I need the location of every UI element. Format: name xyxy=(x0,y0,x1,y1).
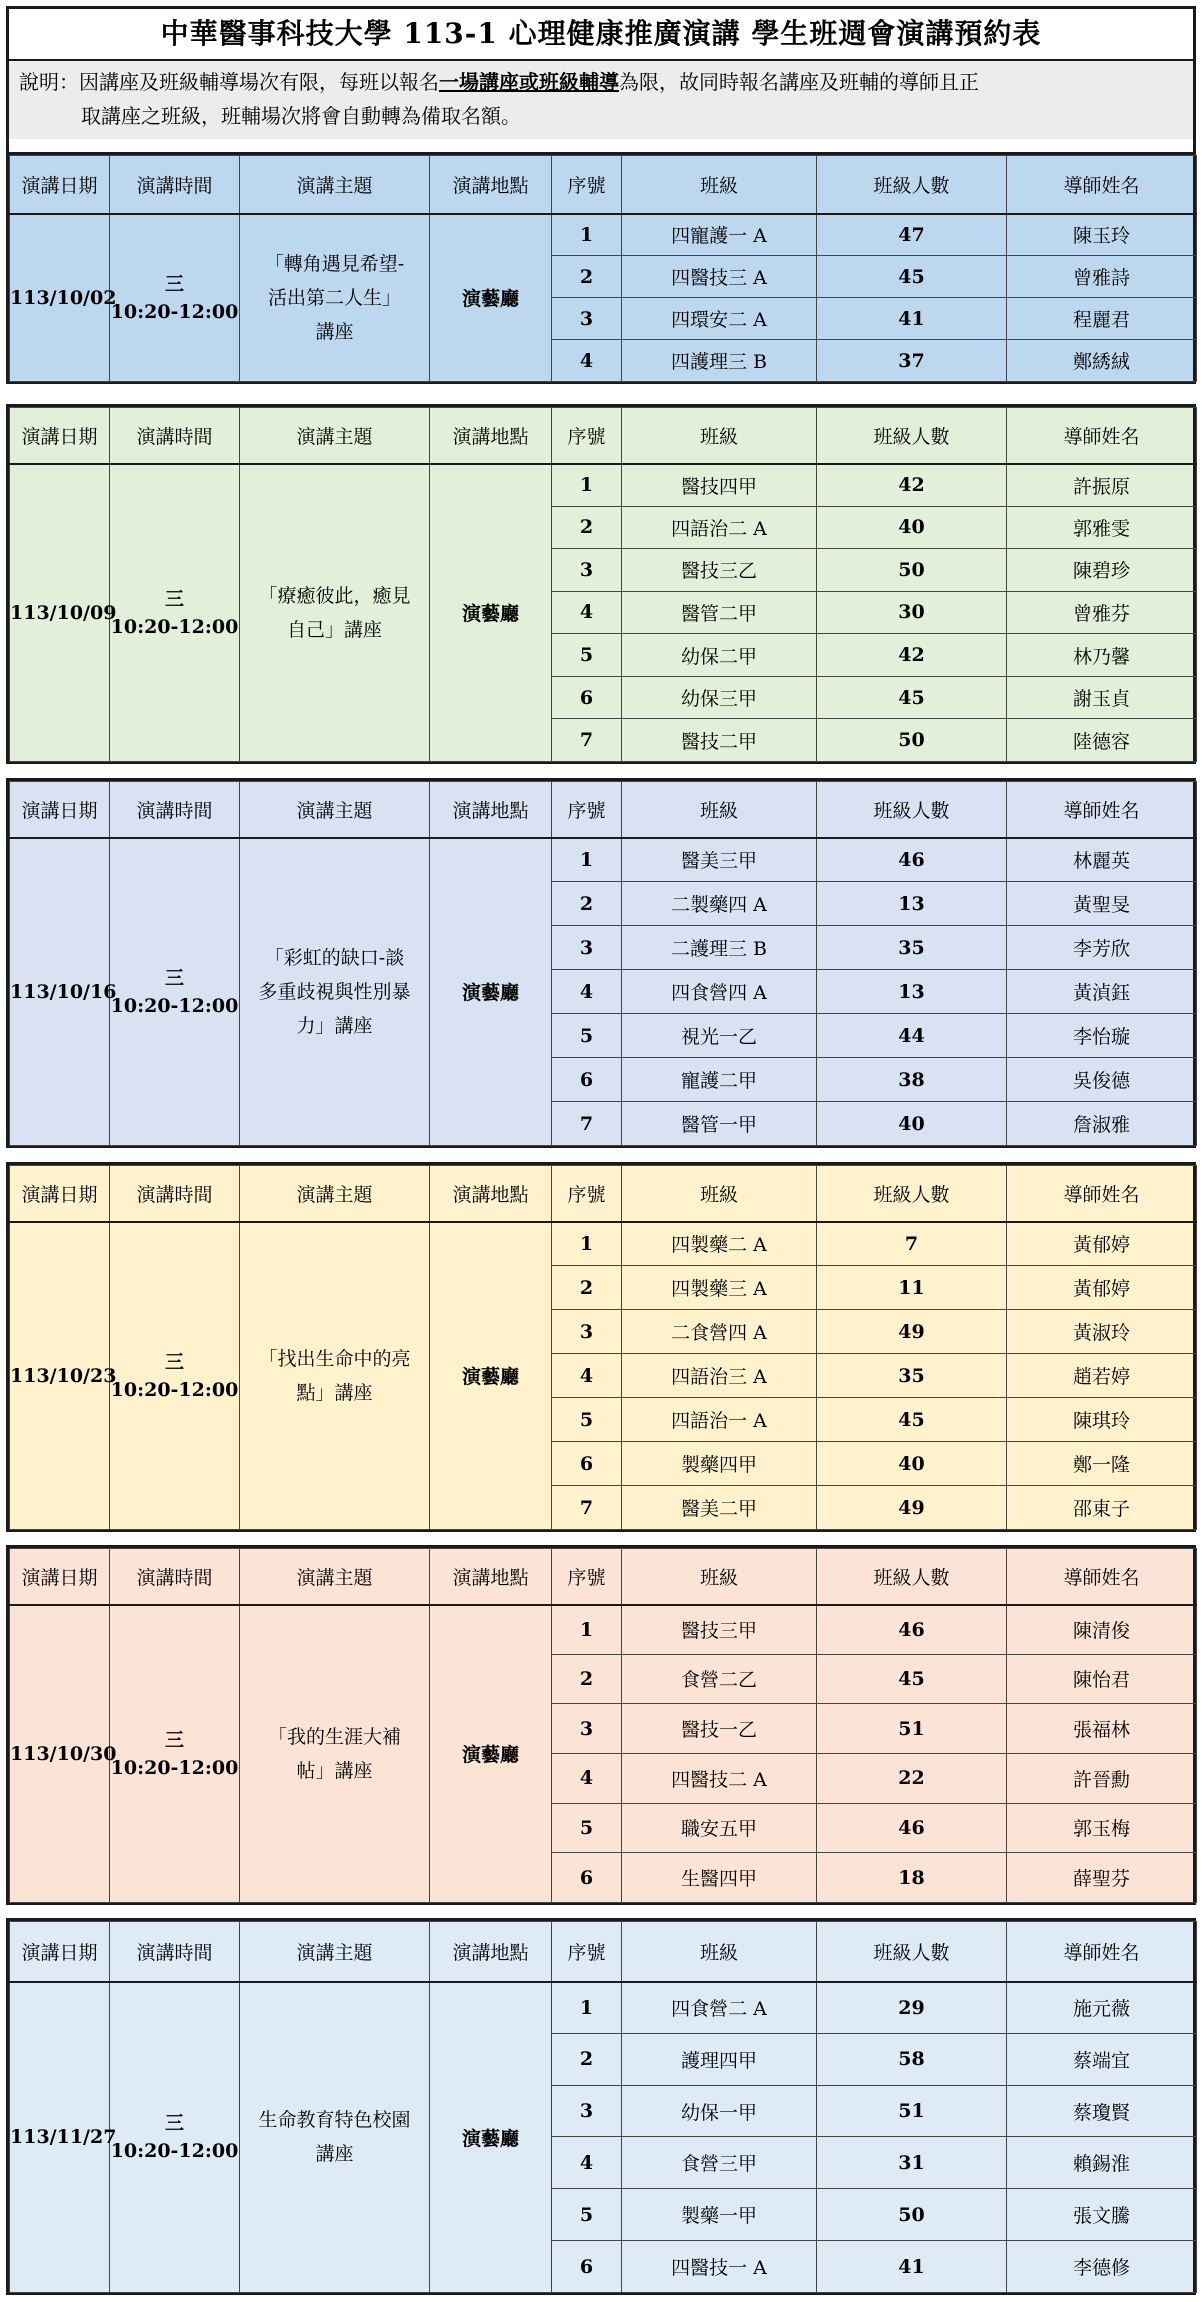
lecture-time xyxy=(110,1222,240,1530)
column-header: 演講地點 xyxy=(430,1922,552,1982)
row-number: 6 xyxy=(552,1058,622,1102)
schedule-table xyxy=(9,407,1197,762)
class-size: 49 xyxy=(817,1486,1007,1530)
class-size: 30 xyxy=(817,591,1007,634)
topic-line: 自己」講座 xyxy=(286,618,382,641)
teacher-name: 詹淑雅 xyxy=(1007,1102,1197,1146)
schedule-section xyxy=(6,1918,1196,2295)
teacher-name: 黃淑玲 xyxy=(1007,1310,1197,1354)
class-name: 四醫技二 A xyxy=(622,1753,817,1803)
column-header: 班級人數 xyxy=(817,1549,1007,1605)
class-name: 醫技四甲 xyxy=(622,464,817,507)
lecture-date: 113/10/23 xyxy=(10,1222,110,1530)
schedule-section xyxy=(6,778,1196,1148)
lecture-time xyxy=(110,1605,240,1903)
teacher-name: 邵東子 xyxy=(1007,1486,1197,1530)
row-number: 6 xyxy=(552,676,622,719)
column-header: 班級 xyxy=(622,408,817,464)
time-range: 10:20-12:00 xyxy=(110,2140,239,2163)
column-header: 演講日期 xyxy=(10,1549,110,1605)
class-name: 醫技三甲 xyxy=(622,1605,817,1655)
teacher-name: 李芳欣 xyxy=(1007,926,1197,970)
time-range: 10:20-12:00 xyxy=(110,615,239,638)
row-number: 4 xyxy=(552,591,622,634)
column-header: 導師姓名 xyxy=(1007,408,1197,464)
table-row xyxy=(10,838,1197,882)
row-number: 1 xyxy=(552,464,622,507)
class-size: 18 xyxy=(817,1853,1007,1903)
class-size: 45 xyxy=(817,676,1007,719)
instructions-note xyxy=(9,61,1193,139)
weekday: 三 xyxy=(164,966,184,989)
class-name: 醫技三乙 xyxy=(622,549,817,592)
class-name: 製藥一甲 xyxy=(622,2189,817,2241)
lecture-topic xyxy=(240,838,430,1146)
topic-line: 「我的生涯大補 xyxy=(267,1725,401,1748)
column-header: 導師姓名 xyxy=(1007,1922,1197,1982)
class-name: 醫管二甲 xyxy=(622,591,817,634)
column-header: 演講主題 xyxy=(240,1549,430,1605)
row-number: 3 xyxy=(552,2085,622,2137)
teacher-name: 林乃馨 xyxy=(1007,634,1197,677)
class-name: 醫美二甲 xyxy=(622,1486,817,1530)
class-name: 四環安二 A xyxy=(622,298,817,340)
class-size: 40 xyxy=(817,1102,1007,1146)
class-name: 四語治三 A xyxy=(622,1354,817,1398)
class-name: 四製藥三 A xyxy=(622,1266,817,1310)
lecture-venue: 演藝廳 xyxy=(430,214,552,382)
teacher-name: 陳碧珍 xyxy=(1007,549,1197,592)
class-size: 38 xyxy=(817,1058,1007,1102)
class-size: 35 xyxy=(817,926,1007,970)
column-header: 演講地點 xyxy=(430,1549,552,1605)
row-number: 1 xyxy=(552,1982,622,2034)
note-line2: 取講座之班級，班輔場次將會自動轉為備取名額。 xyxy=(81,104,521,128)
class-size: 40 xyxy=(817,1442,1007,1486)
row-number: 4 xyxy=(552,340,622,382)
table-row xyxy=(10,1222,1197,1266)
column-header: 演講地點 xyxy=(430,1166,552,1222)
column-header: 導師姓名 xyxy=(1007,1166,1197,1222)
topic-line: 講座 xyxy=(315,320,354,343)
class-name: 二食營四 A xyxy=(622,1310,817,1354)
class-name: 四製藥二 A xyxy=(622,1222,817,1266)
row-number: 3 xyxy=(552,1704,622,1754)
row-number: 6 xyxy=(552,1442,622,1486)
note-suffix: 為限，故同時報名講座及班輔的導師且正 xyxy=(619,70,979,94)
teacher-name: 李怡璇 xyxy=(1007,1014,1197,1058)
column-header: 演講時間 xyxy=(110,408,240,464)
row-number: 5 xyxy=(552,634,622,677)
lecture-venue: 演藝廳 xyxy=(430,838,552,1146)
column-header: 班級人數 xyxy=(817,1922,1007,1982)
class-size: 49 xyxy=(817,1310,1007,1354)
teacher-name: 薛聖芬 xyxy=(1007,1853,1197,1903)
class-name: 四醫技一 A xyxy=(622,2241,817,2293)
column-header: 序號 xyxy=(552,1549,622,1605)
class-name: 職安五甲 xyxy=(622,1803,817,1853)
class-name: 二製藥四 A xyxy=(622,882,817,926)
class-size: 22 xyxy=(817,1753,1007,1803)
column-header: 班級 xyxy=(622,156,817,214)
class-name: 醫美三甲 xyxy=(622,838,817,882)
class-size: 11 xyxy=(817,1266,1007,1310)
topic-line: 「療癒彼此，癒見 xyxy=(258,584,411,607)
class-size: 45 xyxy=(817,256,1007,298)
teacher-name: 黃聖旻 xyxy=(1007,882,1197,926)
teacher-name: 許振原 xyxy=(1007,464,1197,507)
topic-line: 「彩虹的缺口-談 xyxy=(264,946,405,969)
class-size: 41 xyxy=(817,2241,1007,2293)
schedule-table xyxy=(9,781,1197,1146)
header-row xyxy=(10,156,1197,214)
schedule-section xyxy=(6,404,1196,764)
teacher-name: 陸德容 xyxy=(1007,719,1197,762)
schedule-section xyxy=(6,152,1196,384)
row-number: 3 xyxy=(552,926,622,970)
topic-line: 力」講座 xyxy=(296,1014,373,1037)
topic-line: 生命教育特色校園 xyxy=(258,2109,411,2132)
column-header: 演講時間 xyxy=(110,156,240,214)
teacher-name: 陳琪玲 xyxy=(1007,1398,1197,1442)
row-number: 5 xyxy=(552,1014,622,1058)
row-number: 4 xyxy=(552,1354,622,1398)
teacher-name: 黃郁婷 xyxy=(1007,1222,1197,1266)
teacher-name: 蔡端宜 xyxy=(1007,2033,1197,2085)
column-header: 演講日期 xyxy=(10,782,110,838)
column-header: 演講日期 xyxy=(10,1922,110,1982)
note-prefix: 說明：因講座及班級輔導場次有限，每班以報名 xyxy=(19,70,439,94)
teacher-name: 張福林 xyxy=(1007,1704,1197,1754)
column-header: 班級 xyxy=(622,1549,817,1605)
row-number: 7 xyxy=(552,1102,622,1146)
schedule-section xyxy=(6,1162,1196,1532)
schedule-section xyxy=(6,1545,1196,1905)
weekday: 三 xyxy=(164,1350,184,1373)
row-number: 5 xyxy=(552,2189,622,2241)
class-size: 47 xyxy=(817,214,1007,256)
class-name: 四護理三 B xyxy=(622,340,817,382)
column-header: 演講時間 xyxy=(110,782,240,838)
class-name: 四食營二 A xyxy=(622,1982,817,2034)
column-header: 序號 xyxy=(552,156,622,214)
class-size: 50 xyxy=(817,719,1007,762)
class-size: 50 xyxy=(817,2189,1007,2241)
class-name: 生醫四甲 xyxy=(622,1853,817,1903)
teacher-name: 黃郁婷 xyxy=(1007,1266,1197,1310)
topic-line: 多重歧視與性別暴 xyxy=(258,980,411,1003)
class-name: 食營二乙 xyxy=(622,1654,817,1704)
column-header: 演講主題 xyxy=(240,156,430,214)
class-size: 7 xyxy=(817,1222,1007,1266)
row-number: 3 xyxy=(552,549,622,592)
row-number: 2 xyxy=(552,506,622,549)
lecture-topic xyxy=(240,1982,430,2293)
teacher-name: 鄭一隆 xyxy=(1007,1442,1197,1486)
class-size: 29 xyxy=(817,1982,1007,2034)
teacher-name: 林麗英 xyxy=(1007,838,1197,882)
row-number: 1 xyxy=(552,214,622,256)
column-header: 演講日期 xyxy=(10,1166,110,1222)
class-size: 13 xyxy=(817,882,1007,926)
teacher-name: 施元薇 xyxy=(1007,1982,1197,2034)
class-size: 44 xyxy=(817,1014,1007,1058)
class-name: 幼保二甲 xyxy=(622,634,817,677)
row-number: 5 xyxy=(552,1803,622,1853)
class-size: 46 xyxy=(817,1605,1007,1655)
class-size: 45 xyxy=(817,1398,1007,1442)
teacher-name: 陳怡君 xyxy=(1007,1654,1197,1704)
time-range: 10:20-12:00 xyxy=(110,1378,239,1401)
topic-line: 帖」講座 xyxy=(296,1759,373,1782)
class-size: 58 xyxy=(817,2033,1007,2085)
column-header: 演講地點 xyxy=(430,156,552,214)
column-header: 導師姓名 xyxy=(1007,156,1197,214)
teacher-name: 郭雅雯 xyxy=(1007,506,1197,549)
document-header xyxy=(6,6,1196,152)
table-row xyxy=(10,464,1197,507)
row-number: 7 xyxy=(552,1486,622,1530)
class-name: 四食營四 A xyxy=(622,970,817,1014)
column-header: 班級 xyxy=(622,1922,817,1982)
class-name: 醫管一甲 xyxy=(622,1102,817,1146)
weekday: 三 xyxy=(164,272,184,295)
teacher-name: 張文騰 xyxy=(1007,2189,1197,2241)
teacher-name: 吳俊德 xyxy=(1007,1058,1197,1102)
class-size: 13 xyxy=(817,970,1007,1014)
topic-line: 「轉角遇見希望- xyxy=(264,252,405,275)
class-name: 醫技一乙 xyxy=(622,1704,817,1754)
row-number: 6 xyxy=(552,1853,622,1903)
column-header: 演講時間 xyxy=(110,1166,240,1222)
class-size: 51 xyxy=(817,1704,1007,1754)
class-name: 食營三甲 xyxy=(622,2137,817,2189)
time-range: 10:20-12:00 xyxy=(110,300,239,323)
column-header: 演講日期 xyxy=(10,408,110,464)
row-number: 3 xyxy=(552,298,622,340)
column-header: 班級人數 xyxy=(817,156,1007,214)
class-size: 46 xyxy=(817,1803,1007,1853)
lecture-time xyxy=(110,464,240,762)
row-number: 7 xyxy=(552,719,622,762)
class-name: 四語治一 A xyxy=(622,1398,817,1442)
class-size: 50 xyxy=(817,549,1007,592)
row-number: 1 xyxy=(552,1222,622,1266)
class-name: 幼保一甲 xyxy=(622,2085,817,2137)
lecture-venue: 演藝廳 xyxy=(430,464,552,762)
schedule-table xyxy=(9,155,1197,382)
column-header: 序號 xyxy=(552,1922,622,1982)
column-header: 班級人數 xyxy=(817,782,1007,838)
class-name: 二護理三 B xyxy=(622,926,817,970)
column-header: 序號 xyxy=(552,782,622,838)
row-number: 4 xyxy=(552,2137,622,2189)
class-name: 製藥四甲 xyxy=(622,1442,817,1486)
weekday: 三 xyxy=(164,587,184,610)
time-range: 10:20-12:00 xyxy=(110,994,239,1017)
lecture-topic xyxy=(240,1605,430,1903)
column-header: 導師姓名 xyxy=(1007,1549,1197,1605)
teacher-name: 郭玉梅 xyxy=(1007,1803,1197,1853)
class-size: 42 xyxy=(817,634,1007,677)
row-number: 6 xyxy=(552,2241,622,2293)
teacher-name: 趙若婷 xyxy=(1007,1354,1197,1398)
table-row xyxy=(10,1605,1197,1655)
column-header: 演講時間 xyxy=(110,1549,240,1605)
row-number: 2 xyxy=(552,256,622,298)
lecture-venue: 演藝廳 xyxy=(430,1982,552,2293)
page-title: 中華醫事科技大學 113-1 心理健康推廣演講 學生班週會演講預約表 xyxy=(9,9,1193,61)
teacher-name: 賴錫淮 xyxy=(1007,2137,1197,2189)
lecture-topic xyxy=(240,464,430,762)
class-size: 35 xyxy=(817,1354,1007,1398)
table-row xyxy=(10,214,1197,256)
class-size: 37 xyxy=(817,340,1007,382)
class-name: 四醫技三 A xyxy=(622,256,817,298)
header-row xyxy=(10,408,1197,464)
header-row xyxy=(10,1922,1197,1982)
topic-line: 活出第二人生」 xyxy=(267,286,401,309)
lecture-time xyxy=(110,1982,240,2293)
class-name: 幼保三甲 xyxy=(622,676,817,719)
class-name: 護理四甲 xyxy=(622,2033,817,2085)
topic-line: 點」講座 xyxy=(296,1381,373,1404)
teacher-name: 許晉勳 xyxy=(1007,1753,1197,1803)
schedule-table xyxy=(9,1548,1197,1903)
class-size: 46 xyxy=(817,838,1007,882)
column-header: 班級人數 xyxy=(817,1166,1007,1222)
weekday: 三 xyxy=(164,2112,184,2135)
row-number: 4 xyxy=(552,970,622,1014)
column-header: 演講日期 xyxy=(10,156,110,214)
class-size: 51 xyxy=(817,2085,1007,2137)
weekday: 三 xyxy=(164,1728,184,1751)
column-header: 演講地點 xyxy=(430,782,552,838)
header-row xyxy=(10,1166,1197,1222)
row-number: 1 xyxy=(552,1605,622,1655)
column-header: 演講主題 xyxy=(240,782,430,838)
class-name: 醫技二甲 xyxy=(622,719,817,762)
lecture-date: 113/10/16 xyxy=(10,838,110,1146)
row-number: 2 xyxy=(552,1654,622,1704)
column-header: 序號 xyxy=(552,408,622,464)
column-header: 導師姓名 xyxy=(1007,782,1197,838)
column-header: 演講主題 xyxy=(240,1922,430,1982)
lecture-date: 113/10/09 xyxy=(10,464,110,762)
teacher-name: 程麗君 xyxy=(1007,298,1197,340)
column-header: 演講主題 xyxy=(240,1166,430,1222)
class-name: 四語治二 A xyxy=(622,506,817,549)
class-name: 寵護二甲 xyxy=(622,1058,817,1102)
header-row xyxy=(10,782,1197,838)
lecture-time xyxy=(110,214,240,382)
teacher-name: 鄭綉絨 xyxy=(1007,340,1197,382)
teacher-name: 曾雅詩 xyxy=(1007,256,1197,298)
column-header: 班級 xyxy=(622,782,817,838)
header-row xyxy=(10,1549,1197,1605)
lecture-venue: 演藝廳 xyxy=(430,1605,552,1903)
schedule-table xyxy=(9,1921,1197,2293)
lecture-time xyxy=(110,838,240,1146)
topic-line: 「找出生命中的亮 xyxy=(258,1347,411,1370)
class-size: 31 xyxy=(817,2137,1007,2189)
teacher-name: 李德修 xyxy=(1007,2241,1197,2293)
lecture-date: 113/10/02 xyxy=(10,214,110,382)
teacher-name: 蔡瓊賢 xyxy=(1007,2085,1197,2137)
note-emphasis: 一場講座或班級輔導 xyxy=(439,70,619,94)
row-number: 1 xyxy=(552,838,622,882)
teacher-name: 曾雅芬 xyxy=(1007,591,1197,634)
class-size: 41 xyxy=(817,298,1007,340)
class-size: 42 xyxy=(817,464,1007,507)
row-number: 4 xyxy=(552,1753,622,1803)
row-number: 2 xyxy=(552,2033,622,2085)
row-number: 2 xyxy=(552,882,622,926)
column-header: 演講主題 xyxy=(240,408,430,464)
class-name: 四寵護一 A xyxy=(622,214,817,256)
column-header: 班級人數 xyxy=(817,408,1007,464)
row-number: 5 xyxy=(552,1398,622,1442)
table-row xyxy=(10,1982,1197,2034)
lecture-date: 113/10/30 xyxy=(10,1605,110,1903)
teacher-name: 陳清俊 xyxy=(1007,1605,1197,1655)
class-name: 視光一乙 xyxy=(622,1014,817,1058)
lecture-topic xyxy=(240,1222,430,1530)
class-size: 40 xyxy=(817,506,1007,549)
time-range: 10:20-12:00 xyxy=(110,1756,239,1779)
lecture-date: 113/11/27 xyxy=(10,1982,110,2293)
column-header: 演講地點 xyxy=(430,408,552,464)
column-header: 演講時間 xyxy=(110,1922,240,1982)
teacher-name: 黃湞鈺 xyxy=(1007,970,1197,1014)
lecture-topic xyxy=(240,214,430,382)
teacher-name: 陳玉玲 xyxy=(1007,214,1197,256)
schedule-table xyxy=(9,1165,1197,1530)
lecture-venue: 演藝廳 xyxy=(430,1222,552,1530)
column-header: 班級 xyxy=(622,1166,817,1222)
row-number: 2 xyxy=(552,1266,622,1310)
topic-line: 講座 xyxy=(315,2143,354,2166)
class-size: 45 xyxy=(817,1654,1007,1704)
teacher-name: 謝玉貞 xyxy=(1007,676,1197,719)
row-number: 3 xyxy=(552,1310,622,1354)
column-header: 序號 xyxy=(552,1166,622,1222)
